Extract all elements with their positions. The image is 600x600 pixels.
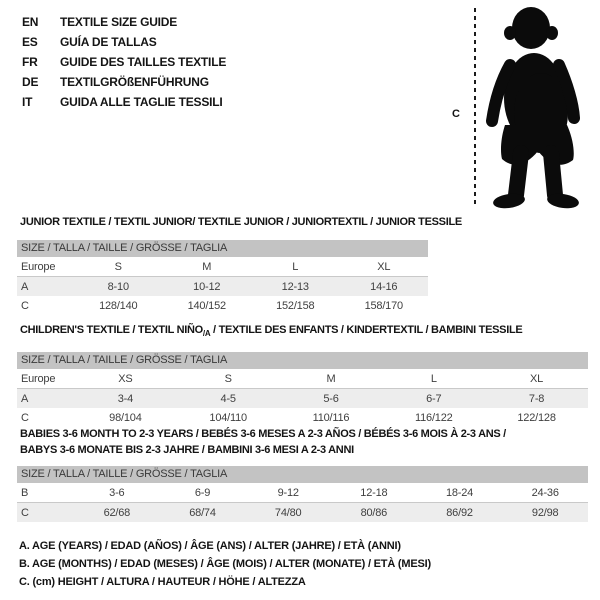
language-row bbox=[22, 32, 226, 52]
table-row bbox=[17, 484, 588, 503]
size-cell: 74/80 bbox=[274, 506, 302, 519]
size-cell: 86/92 bbox=[446, 506, 473, 519]
table-title bbox=[17, 322, 588, 342]
language-code: ES bbox=[22, 35, 38, 49]
size-cell: 104/110 bbox=[209, 411, 247, 424]
size-cell: 3-4 bbox=[117, 392, 134, 405]
size-cell: 3-6 bbox=[109, 487, 125, 499]
size-cell: 4-5 bbox=[220, 392, 236, 405]
babies-size-table bbox=[17, 426, 588, 522]
size-cell: S bbox=[114, 261, 122, 273]
size-cell: 116/122 bbox=[415, 411, 453, 424]
size-cell: S bbox=[224, 373, 232, 386]
size-cell: 158/170 bbox=[364, 299, 403, 312]
size-cell: 92/98 bbox=[531, 506, 559, 519]
language-row bbox=[22, 72, 226, 92]
size-cell: 18-24 bbox=[445, 487, 474, 499]
table-title-box bbox=[17, 322, 588, 342]
size-cell: 24-36 bbox=[531, 487, 559, 499]
table-title-text: BABYS 3-6 MONATE BIS 2-3 JAHRE / BAMBINI 3-6 MESI A 2-3 ANNI bbox=[20, 444, 354, 456]
table-row bbox=[17, 277, 428, 296]
size-cell: 62/68 bbox=[103, 506, 131, 519]
table-title-subscript: /A bbox=[202, 329, 211, 339]
size-cell: 152/158 bbox=[276, 299, 315, 312]
language-title: GUIDA ALLE TAGLIE TESSILI bbox=[60, 95, 223, 109]
table-row bbox=[17, 408, 588, 427]
table-title-text: / TEXTILE DES ENFANTS / KINDERTEXTIL / BAMBINI TESSILE bbox=[210, 324, 523, 336]
size-header-bar: SIZE / TALLA / TAILLE / GRÖSSE / TAGLIA bbox=[17, 240, 428, 257]
language-title: TEXTILE SIZE GUIDE bbox=[60, 15, 178, 29]
table-rows bbox=[17, 258, 428, 315]
size-cell: 98/104 bbox=[109, 411, 142, 424]
table-row bbox=[17, 258, 428, 277]
children-size-table bbox=[17, 322, 588, 427]
table-title-box bbox=[17, 426, 588, 458]
language-title: TEXTILGRÖßENFÜHRUNG bbox=[60, 75, 209, 89]
size-cell: L bbox=[430, 373, 437, 386]
language-row bbox=[22, 52, 226, 72]
table-rows bbox=[17, 370, 588, 427]
size-cell: L bbox=[292, 261, 299, 273]
table-row bbox=[17, 296, 428, 315]
table-title bbox=[17, 214, 462, 230]
row-label: A bbox=[21, 392, 29, 405]
footnotes bbox=[19, 537, 431, 591]
table-title bbox=[17, 426, 588, 442]
language-title: GUÍA DE TALLAS bbox=[60, 35, 157, 49]
size-cell: 122/128 bbox=[517, 411, 556, 424]
table-title-text: CHILDREN'S TEXTILE / TEXTIL NIÑO bbox=[20, 324, 203, 336]
size-header-bar: SIZE / TALLA / TAILLE / GRÖSSE / TAGLIA bbox=[17, 352, 588, 369]
row-label: A bbox=[21, 280, 29, 293]
size-cell: 9-12 bbox=[277, 487, 299, 499]
language-row bbox=[22, 92, 226, 112]
language-title: GUIDE DES TAILLES TEXTILE bbox=[60, 55, 227, 69]
footnote: C. (cm) HEIGHT / ALTURA / HAUTEUR / HÖHE / ALTEZZA bbox=[19, 576, 306, 588]
junior-size-table bbox=[17, 214, 462, 315]
row-label: B bbox=[21, 487, 29, 499]
language-row bbox=[22, 12, 226, 32]
size-cell: 140/152 bbox=[187, 299, 226, 312]
size-cell: 10-12 bbox=[193, 280, 221, 293]
table-row bbox=[17, 503, 588, 522]
size-cell: 7-8 bbox=[528, 392, 545, 405]
size-cell: 6-7 bbox=[426, 392, 442, 405]
row-label: Europe bbox=[21, 373, 56, 386]
table-rows bbox=[17, 484, 588, 522]
footnote: A. AGE (YEARS) / EDAD (AÑOS) / ÂGE (ANS) / ALTER (JAHRE) / ETÀ (ANNI) bbox=[19, 540, 401, 552]
size-cell: 12-13 bbox=[281, 280, 309, 293]
language-code: IT bbox=[22, 95, 33, 109]
table-title-box bbox=[17, 214, 462, 230]
height-measure-line bbox=[474, 8, 476, 207]
table-row bbox=[17, 389, 588, 408]
size-cell: 128/140 bbox=[99, 299, 138, 312]
language-code: EN bbox=[22, 15, 39, 29]
size-cell: 12-18 bbox=[360, 487, 388, 499]
language-code: FR bbox=[22, 55, 38, 69]
table-title-text: BABIES 3-6 MONTH TO 2-3 YEARS / BEBÉS 3-6 MESES A 2-3 AÑOS / BÉBÉS 3-6 MOIS À 2-3 ANS / bbox=[20, 428, 506, 440]
footnote: B. AGE (MONTHS) / EDAD (MESES) / ÂGE (MOIS) / ALTER (MONATE) / ETÀ (MESI) bbox=[19, 558, 431, 570]
size-cell: XS bbox=[118, 373, 133, 386]
size-cell: XL bbox=[377, 261, 391, 273]
size-cell: M bbox=[202, 261, 212, 273]
size-cell: 110/116 bbox=[312, 411, 350, 424]
size-cell: 14-16 bbox=[370, 280, 398, 293]
row-label: C bbox=[21, 299, 29, 312]
table-title bbox=[17, 442, 588, 458]
row-label: C bbox=[21, 411, 29, 424]
table-title-text: JUNIOR TEXTILE / TEXTIL JUNIOR/ TEXTILE JUNIOR / JUNIORTEXTIL / JUNIOR TESSILE bbox=[20, 216, 462, 228]
size-cell: 5-6 bbox=[323, 392, 339, 405]
size-cell: XL bbox=[530, 373, 544, 386]
table-row bbox=[17, 370, 588, 389]
size-cell: 68/74 bbox=[189, 506, 216, 519]
size-cell: 80/86 bbox=[360, 506, 388, 519]
language-list bbox=[22, 12, 226, 112]
size-cell: 8-10 bbox=[107, 280, 129, 293]
row-label: C bbox=[21, 506, 29, 519]
baby-silhouette-icon bbox=[483, 3, 595, 213]
size-cell: 6-9 bbox=[194, 487, 211, 499]
language-code: DE bbox=[22, 75, 39, 89]
size-header-bar: SIZE / TALLA / TAILLE / GRÖSSE / TAGLIA bbox=[17, 466, 588, 483]
size-cell: M bbox=[326, 373, 336, 386]
row-label: Europe bbox=[21, 261, 56, 273]
figure-height-label: C bbox=[452, 108, 460, 120]
